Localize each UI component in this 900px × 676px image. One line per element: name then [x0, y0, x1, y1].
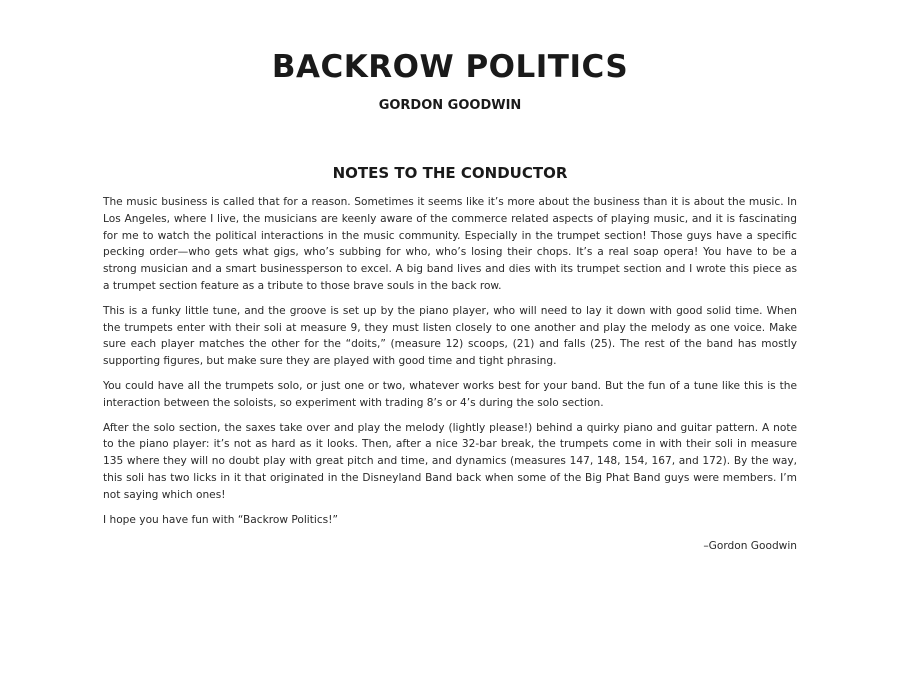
paragraph: The music business is called that for a reason. Sometimes it seems like it’s more about the business than it is about the music. In Los Angeles, where I live, the musicians are keenly aware of the commerce related aspects of playing music, and it is fascinating for me to watch the political interactions in the music community. Especially in the trumpet section! Those guys have a specific pecking order—who gets what gigs, who’s subbing for who, who’s losing their chops. It’s a real soap opera! You have to be a strong musician and a smart businessperson to excel. A big band lives and dies with its trumpet section and I wrote this piece as a trumpet section feature as a tribute to those brave souls in the back row.: [103, 196, 797, 292]
paragraph: This is a funky little tune, and the groove is set up by the piano player, who will need to lay it down with good solid time. When the trumpets enter with their soli at measure 9, they must listen closely to one another and play the melody as one voice. Make sure each player matches the other for the “doits,” (measure 12) scoops, (21) and falls (25). The rest of the band has mostly supporting figures, but make sure they are played with good time and tight phrasing.: [103, 304, 797, 368]
notes-body: [103, 194, 797, 555]
paragraph: After the solo section, the saxes take over and play the melody (lightly please!) behind a quirky piano and guitar pattern. A note to the piano player: it’s not as hard as it looks. Then, after a nice 32-bar break, the trumpets come in with their soli in measure 135 where they will no doubt play with great pitch and time, and dynamics (measures 147, 148, 154, 167, and 172). By the way, this soli has two licks in it that originated in the Disneyland Band back when some of the Big Phat Band guys were members. I’m not saying which ones!: [103, 421, 797, 501]
composer-name: GORDON GOODWIN: [378, 98, 522, 113]
signature: –Gordon Goodwin: [703, 540, 797, 553]
paragraph: I hope you have fun with “Backrow Politics!”: [103, 513, 338, 526]
section-heading: NOTES TO THE CONDUCTOR: [332, 164, 568, 182]
paragraph: You could have all the trumpets solo, or just one or two, whatever works best for your band. But the fun of a tune like this is the interaction between the soloists, so experiment with trading 8’s or 4’s during the solo section.: [103, 379, 797, 409]
piece-title: BACKROW POLITICS: [271, 49, 629, 85]
